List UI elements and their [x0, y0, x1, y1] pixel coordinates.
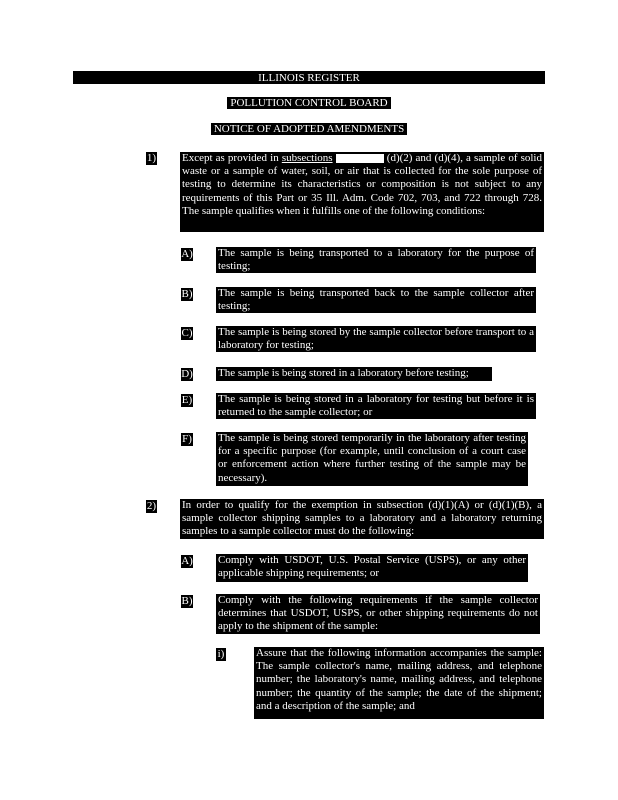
- item-2bi-label: i): [217, 648, 225, 660]
- subsections-link[interactable]: subsections: [281, 152, 333, 164]
- item-1c-label: C): [181, 327, 193, 339]
- item-2-label: 2): [146, 500, 157, 512]
- item-1a-label: A): [181, 248, 193, 260]
- item-2b-text: Comply with the following requirements if the sample collector determines that USDOT, USPS, or other shipping requirements do not apply to the shipment of the sample:: [218, 594, 538, 633]
- item-1d-label: D): [181, 368, 193, 380]
- item-1b-text: The sample is being transported back to the sample collector after testing;: [218, 287, 534, 313]
- item-2a-label: A): [181, 555, 193, 567]
- item-1f-label: F): [182, 433, 192, 445]
- item-1e-label: E): [181, 394, 193, 406]
- item-2bi-text: Assure that the following information accompanies the sample: The sample collector's name, mailing address, and telephone number; the laboratory's name, mailing address, and telephone number; the quantity of the sample; the date of the shipment; and a description of the sample; and: [254, 647, 544, 719]
- board-title: POLLUTION CONTROL BOARD: [73, 97, 545, 109]
- item-1-label: 1): [146, 152, 157, 164]
- item-1a-text: The sample is being transported to a laboratory for the purpose of testing;: [218, 247, 534, 273]
- register-title: ILLINOIS REGISTER: [73, 72, 545, 84]
- redaction-mark: [336, 154, 384, 163]
- item-2b-label: B): [181, 595, 193, 607]
- notice-title: NOTICE OF ADOPTED AMENDMENTS: [73, 123, 545, 135]
- item-1b-label: B): [181, 288, 193, 300]
- item-2-text: In order to qualify for the exemption in subsection (d)(1)(A) or (d)(1)(B), a sample collector shipping samples to a laboratory and a laboratory returning samples to a sample collector must do the following:: [182, 499, 542, 538]
- item-1f-text: The sample is being stored temporarily in the laboratory after testing for a specific purpose (for example, until conclusion of a court case or enforcement action where further testing of the sample may be necessary).: [216, 432, 528, 486]
- item-1e-text: The sample is being stored in a laboratory for testing but before it is returned to the sample collector; or: [218, 393, 534, 419]
- item-1c-text: The sample is being stored by the sample collector before transport to a laboratory for testing;: [218, 326, 534, 352]
- item-2a-text: Comply with USDOT, U.S. Postal Service (USPS), or any other applicable shipping requirements; or: [216, 554, 528, 582]
- item-1d-text: The sample is being stored in a laboratory before testing;: [216, 367, 492, 381]
- item-1-text: Except as provided in subsections (d)(2) and (d)(4), a sample of solid waste or a sample of water, soil, or air that is collected for the sole purpose of testing to determine its characteristics or composition is not subject to any requirements of this Part or 35 Ill. Adm. Code 702, 703, and 722 through 728. The sample qualifies when it fulfills one of the following conditions:: [180, 152, 544, 232]
